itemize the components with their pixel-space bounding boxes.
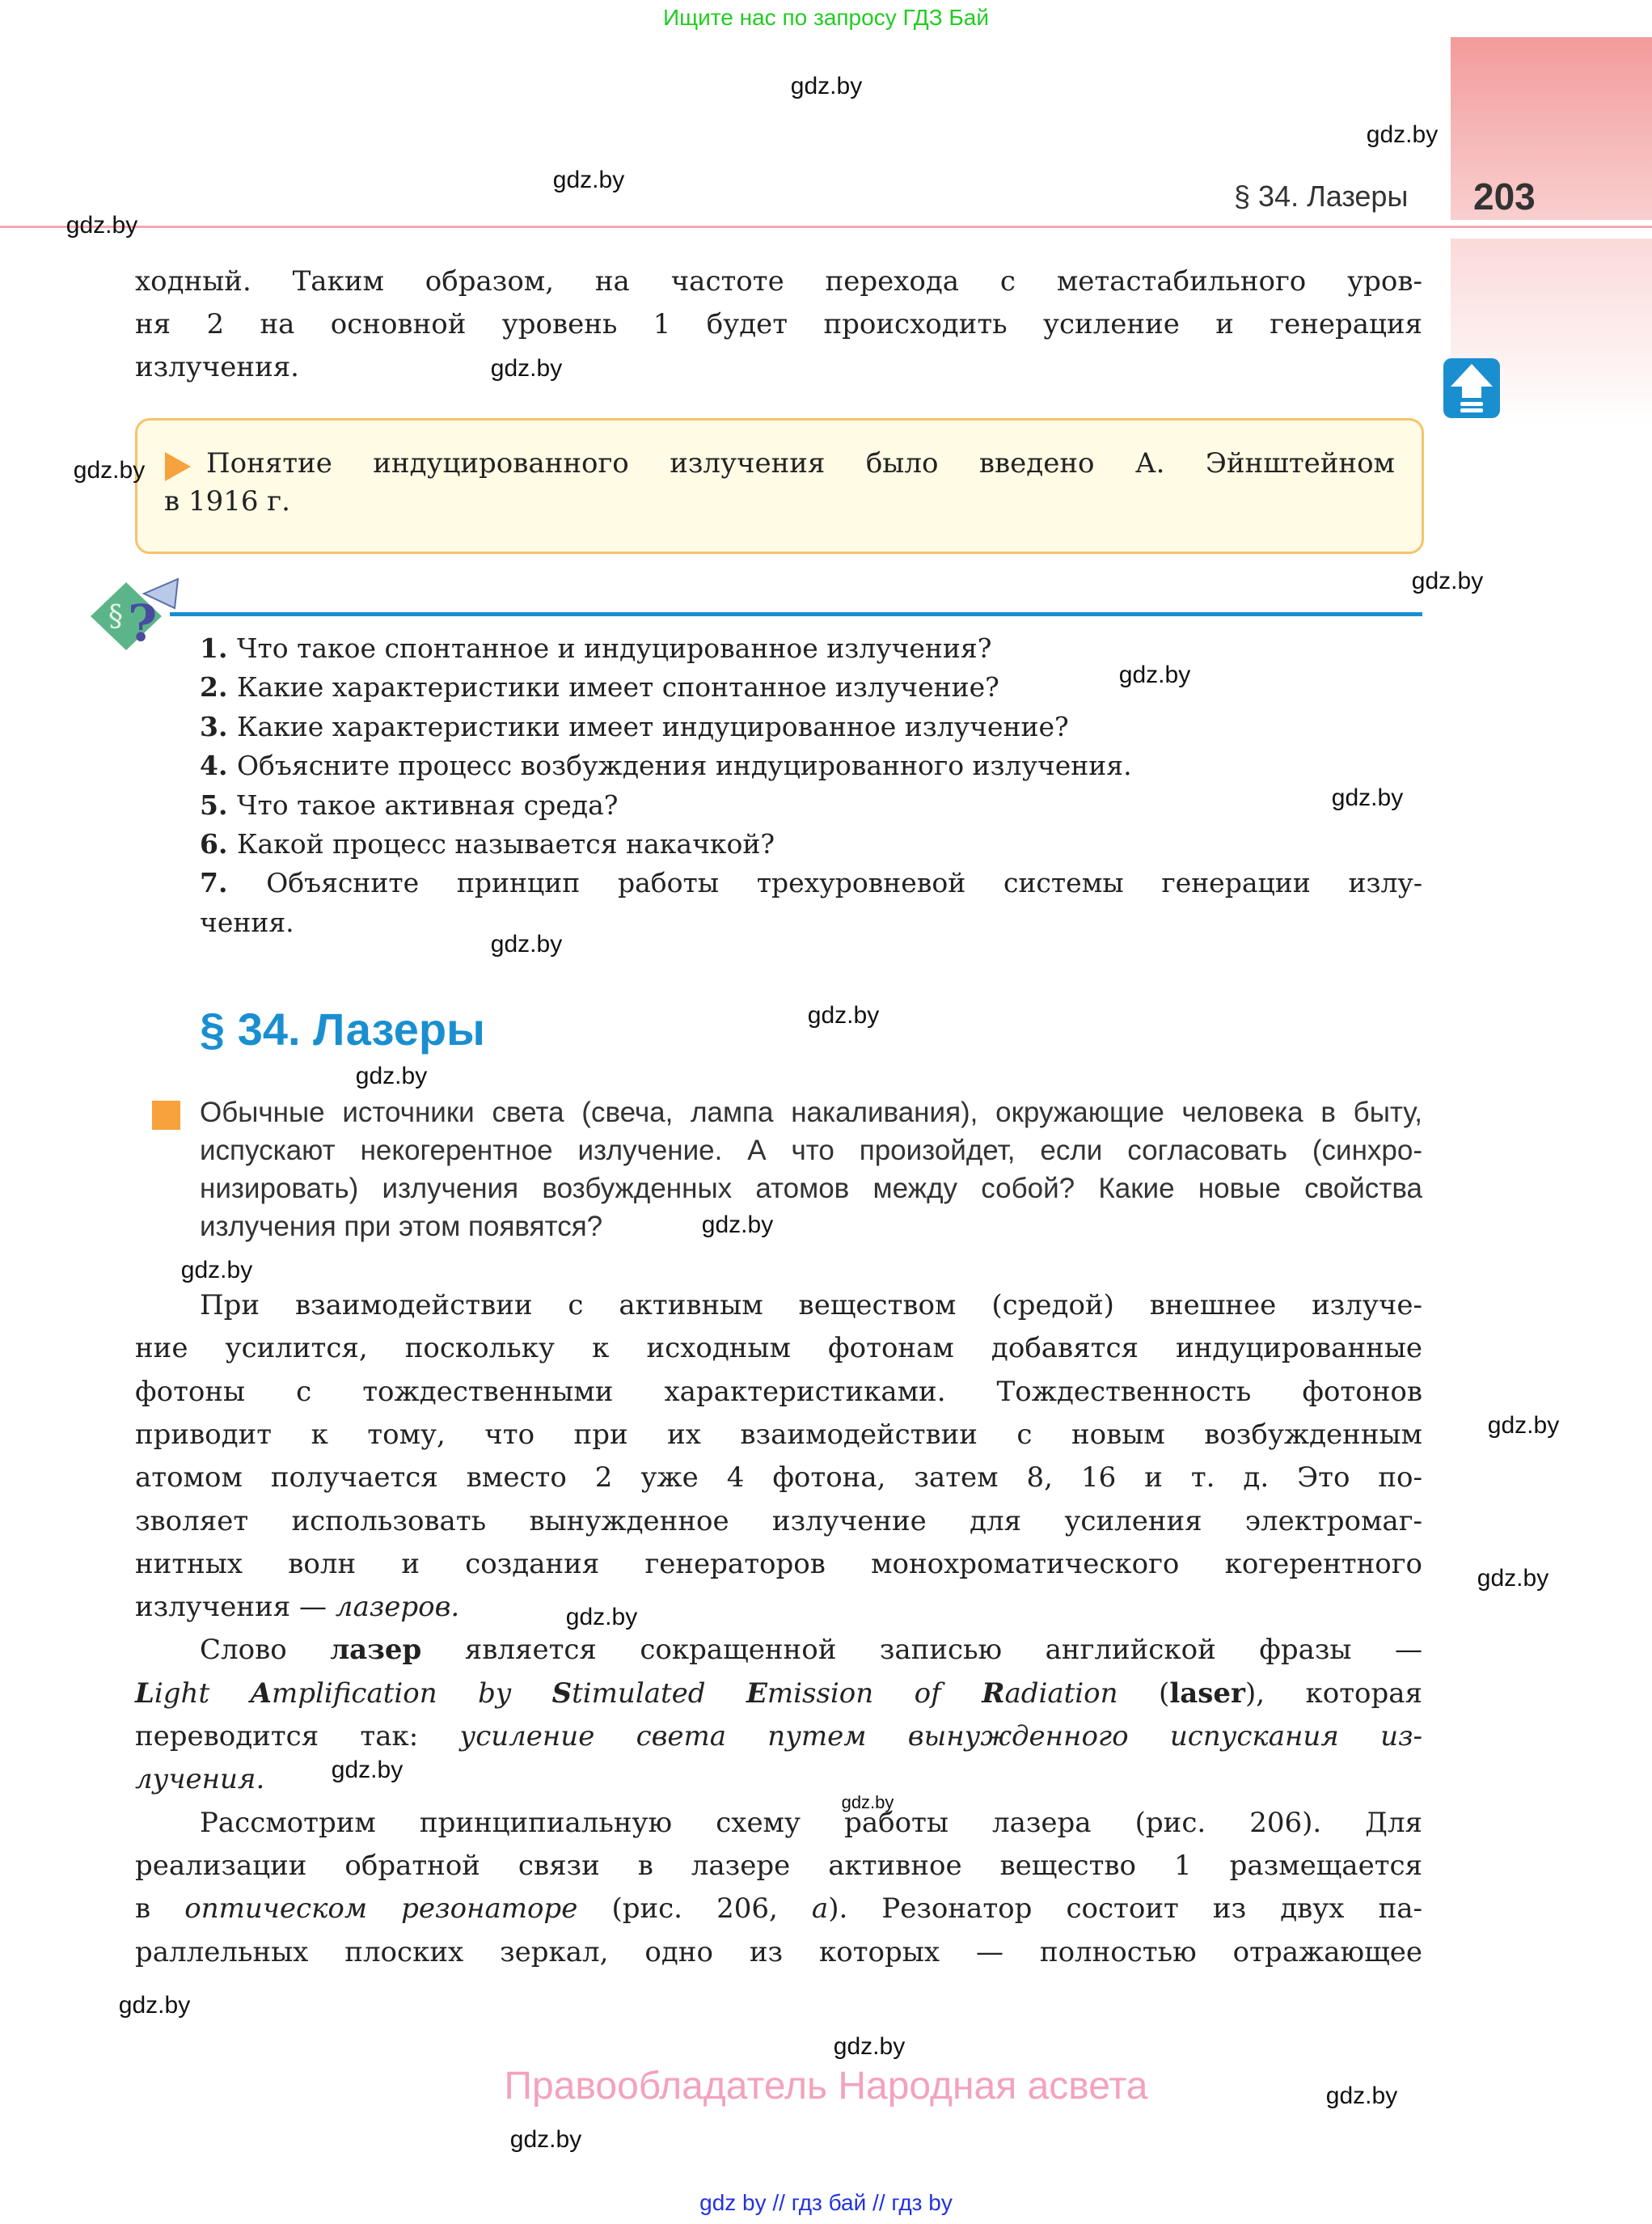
- text-line: [206, 447, 1395, 480]
- text-run: L: [135, 1676, 154, 1710]
- text-run: лучения.: [135, 1763, 265, 1796]
- text-line: [135, 1376, 1422, 1408]
- text-line: [135, 1677, 1422, 1710]
- watermark: gdz.by: [1366, 121, 1439, 148]
- text-line: [135, 1591, 1422, 1623]
- orange-triangle-icon: [162, 450, 194, 483]
- text-run: лазер: [330, 1634, 422, 1667]
- watermark: gdz.by: [1118, 662, 1191, 688]
- text-run: усиление света путем вынужденного испускания из-: [459, 1720, 1422, 1753]
- text-run: 2.: [200, 671, 237, 704]
- watermark: gdz.by: [1477, 1565, 1549, 1592]
- watermark: gdz.by: [565, 1604, 638, 1630]
- text-run: ня 2 на основной уровень 1 будет происходить усиление и генерация: [135, 308, 1422, 340]
- watermark: gdz.by: [1411, 568, 1484, 594]
- search-hint: Ищите нас по запросу ГДЗ Бай: [662, 5, 990, 30]
- watermark: gdz.by: [331, 1757, 403, 1783]
- watermark: gdz.by: [807, 1002, 880, 1029]
- text-run: Объясните принцип работы трехуровневой системы генерации излу-: [266, 867, 1422, 899]
- text-run: 6.: [200, 828, 237, 860]
- text-run: в: [135, 1892, 185, 1926]
- text-run: Понятие индуцированного излучения было введено А. Эйнштейном: [206, 447, 1395, 480]
- text-line: [200, 1211, 1422, 1243]
- text-run: (рис. 206,: [577, 1892, 812, 1926]
- text-run: mission of: [767, 1676, 982, 1710]
- orange-square-icon: [152, 1101, 180, 1130]
- text-run: ходный. Таким образом, на частоте перехода с метастабильного уров-: [135, 265, 1422, 298]
- text-run: 7.: [200, 867, 267, 899]
- text-line: [200, 789, 1422, 821]
- text-run: ние усилится, поскольку к исходным фотонам добавятся индуцированные: [135, 1332, 1422, 1365]
- watermark: gdz.by: [509, 2126, 582, 2153]
- running-head: § 34. Лазеры: [1234, 180, 1409, 213]
- text-line: [200, 828, 1422, 860]
- text-line: [135, 1419, 1422, 1451]
- text-run: Рассмотрим принципиальную схему работы лазера (рис. 206). Для: [200, 1806, 1422, 1839]
- text-run: Что такое спонтанное и индуцированное излучения?: [236, 632, 992, 664]
- text-line: [200, 1289, 1422, 1321]
- watermark: gdz.by: [1325, 2082, 1398, 2109]
- scroll-up-button[interactable]: [1443, 357, 1501, 419]
- text-run: 5.: [200, 789, 237, 821]
- text-line: [200, 867, 1422, 898]
- text-run: излучения при этом появятся?: [200, 1211, 603, 1242]
- text-run: При взаимодействии с активным веществом (средой) внешнее излуче-: [200, 1289, 1422, 1321]
- watermark: gdz.by: [180, 1257, 253, 1283]
- watermark: gdz.by: [833, 2033, 906, 2060]
- questions-divider: [170, 612, 1422, 616]
- text-run: является сокращенной записью английской фразы —: [421, 1634, 1422, 1667]
- up-arrow-icon: [1443, 357, 1501, 419]
- text-line: [135, 308, 1422, 340]
- text-run: излучения —: [135, 1591, 336, 1624]
- text-run: R: [982, 1676, 1005, 1710]
- page-number: 203: [1473, 175, 1536, 218]
- text-run: переводится так:: [135, 1720, 460, 1753]
- watermark: gdz.by: [490, 931, 563, 958]
- text-line: [200, 711, 1422, 742]
- text-run: Объясните процесс возбуждения индуцированного излучения.: [236, 750, 1132, 782]
- text-line: [135, 1461, 1422, 1494]
- text-run: зволяет использовать вынужденное излучение для усиления электромаг-: [135, 1504, 1422, 1537]
- copyright-notice: Правообладатель Народная асвета: [504, 2065, 1148, 2108]
- text-run: лазеров.: [335, 1591, 460, 1624]
- section-heading: § 34. Лазеры: [200, 1004, 485, 1055]
- text-run: S: [551, 1676, 572, 1710]
- text-run: реализации обратной связи в лазере активное вещество 1 размещается: [135, 1849, 1422, 1882]
- header-divider: [0, 226, 1652, 228]
- text-line: [200, 750, 1422, 781]
- text-run: A: [250, 1676, 272, 1710]
- watermark: gdz.by: [65, 212, 138, 239]
- text-run: E: [746, 1676, 767, 1710]
- text-run: Обычные источники света (свеча, лампа накаливания), окружающие человека в быту,: [200, 1097, 1422, 1128]
- watermark: gdz.by: [841, 1792, 894, 1812]
- text-line: [200, 1135, 1422, 1167]
- text-run: фотоны с тождественными характеристиками. Тождественность фотонов: [135, 1375, 1422, 1408]
- footer-links[interactable]: gdz by // гдз бай // гдз by: [699, 2190, 953, 2215]
- text-run: Что такое активная среда?: [236, 789, 619, 821]
- text-run: испускают некогерентное излучение. А что произойдет, если согласовать (синхро-: [200, 1135, 1422, 1166]
- text-line: [200, 671, 1422, 703]
- text-run: приводит к тому, что при их взаимодействии с новым возбужденным: [135, 1418, 1422, 1451]
- text-line: [135, 265, 1422, 298]
- text-run: 3.: [200, 710, 237, 742]
- text-run: Какой процесс называется накачкой?: [236, 828, 775, 860]
- text-run: timulated: [572, 1676, 746, 1710]
- text-run: mplification by: [271, 1676, 552, 1710]
- text-run: 4.: [200, 750, 237, 782]
- text-line: [200, 1634, 1422, 1666]
- text-run: (: [1118, 1676, 1170, 1710]
- text-line: [135, 1892, 1422, 1925]
- text-line: [135, 1548, 1422, 1580]
- text-line: [135, 1763, 1422, 1795]
- watermark: gdz.by: [1487, 1412, 1560, 1439]
- text-run: нитных волн и создания генераторов монохроматического когерентного: [135, 1547, 1422, 1580]
- text-line: [200, 632, 1422, 664]
- text-line: [200, 907, 1422, 938]
- text-run: ), которая: [1244, 1676, 1422, 1710]
- text-run: чения.: [200, 906, 294, 938]
- watermark: gdz.by: [552, 167, 625, 193]
- text-run: атомом получается вместо 2 уже 4 фотона, затем 8, 16 и т. д. Это по-: [135, 1461, 1422, 1495]
- watermark: gdz.by: [118, 1992, 191, 2019]
- text-line: [135, 1850, 1422, 1882]
- text-run: раллельных плоских зеркал, одно из которых — полностью отражающее: [135, 1935, 1422, 1968]
- text-run: излучения.: [135, 351, 299, 383]
- text-run: низировать) излучения возбужденных атомов между собой? Какие новые свойства: [200, 1173, 1422, 1204]
- text-run: Какие характеристики имеет индуцированное излучение?: [236, 710, 1069, 742]
- text-run: Какие характеристики имеет спонтанное излучение?: [236, 671, 999, 704]
- watermark: gdz.by: [790, 73, 863, 99]
- text-run: adiation: [1004, 1676, 1118, 1710]
- questions-icon: [87, 576, 183, 657]
- text-run: оптическом резонаторе: [184, 1892, 578, 1926]
- text-run: 1.: [200, 632, 237, 664]
- text-run: в 1916 г.: [164, 485, 290, 518]
- text-line: [135, 1936, 1422, 1968]
- watermark: gdz.by: [490, 355, 563, 382]
- text-line: [200, 1097, 1422, 1129]
- text-line: [200, 1807, 1422, 1839]
- text-line: [135, 1505, 1422, 1537]
- watermark: gdz.by: [355, 1063, 428, 1089]
- watermark: gdz.by: [73, 457, 146, 484]
- svg-text:§: §: [108, 600, 123, 633]
- text-line: [135, 351, 1422, 383]
- svg-text:?: ?: [128, 594, 158, 653]
- text-run: Слово: [200, 1634, 331, 1667]
- watermark: gdz.by: [1331, 784, 1404, 811]
- text-run: ight: [154, 1676, 251, 1710]
- text-line: [200, 1173, 1422, 1205]
- text-line: [135, 1332, 1422, 1364]
- text-run: ). Резонатор состоит из двух па-: [828, 1892, 1423, 1926]
- text-run: laser: [1169, 1676, 1245, 1710]
- watermark: gdz.by: [701, 1211, 774, 1238]
- text-run: а: [811, 1892, 829, 1926]
- text-line: [164, 485, 1353, 518]
- text-line: [135, 1720, 1422, 1753]
